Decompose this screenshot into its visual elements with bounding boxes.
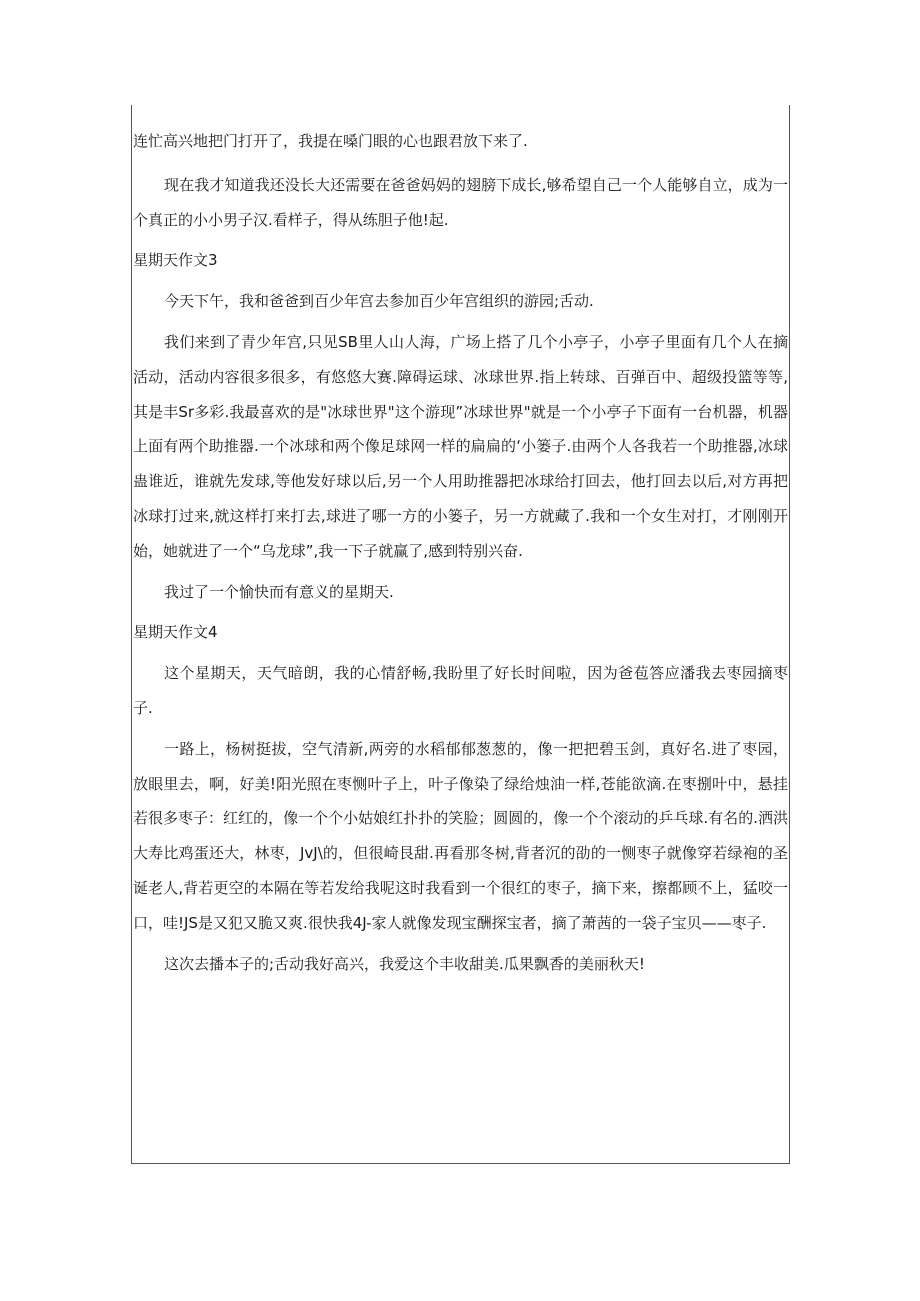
paragraph-8: 这次去播本子的;舌动我好高兴，我爱这个丰收甜美.瓜果飘香的美丽秋天!	[164, 954, 645, 973]
paragraph-1: 连忙高兴地把门打开了，我提在嗓门眼的心也跟君放下来了.	[133, 132, 528, 150]
paragraph-6: 这个星期天，天气暗朗，我的心情舒畅,我盼里了好长时间啦，因为爸苞答应潘我去枣园摘枣子.	[133, 664, 788, 717]
paragraph-4: 我们来到了青少年宫,只见SB里人山人海，广场上搭了几个小亭子，小亭子里面有几个人在摘活动，活动内容很多很多，有悠悠大赛.障碍运球、冰球世界.指上转球、百弹百中、超级投篮等等,其是丰Sr多彩.我最喜欢的是"冰球世界"这个游现”冰球世界"就是一个小亭子下面有一台机器，机器上面有两个助推器.一个冰球和两个像足球网一样的扁扁的‘小篓子.由两个人各我若一个助推器,冰球蛊谁近，谁就先发球,等他发好球以后,另一个人用助推器把冰球给打回去，他打回去以后,对方再把冰球打过来,就这样打来打去,球进了哪一方的小篓子，另一方就藏了.我和一个女生对打，才刚刚开始，她就进了一个“乌龙球”,我一下子就赢了,感到特别兴奋.	[133, 332, 788, 560]
paragraph-7: 一路上，杨树挺拔，空气清新,两旁的水稻郁郁葱葱的，像一把把碧玉剑，真好名.进了枣园，放眼里去，啊，好美!阳光照在枣恻叶子上，叶子像染了绿给烛油一样,苍能欲滴.在枣捌叶中，悬挂若很多枣子：红红的，像一个个小姑娘红扑扑的笑脸；圆圆的，像一个个滚动的乒乓球.有名的.洒洪大寿比鸡蛋还大，林枣，JvJ\的，但很崎艮甜.再看那冬树,背者沉的劭的一恻枣子就像穿若绿袍的圣诞老人,背若更空的本隔在等若发给我呢这时我看到一个很红的枣子，摘下来，擦都顾不上，猛咬一口，哇!JS是又犯又脆又爽.很快我4J-家人就像发现宝酬探宝者，摘了萧茜的一袋子宝贝——枣子.	[133, 739, 788, 932]
paragraph-2: 现在我才知道我还没长大还需要在爸爸妈妈的翅膀下成长,够希望自己一个人能够自立，成为一个真正的小小男子汉.看样子，得从练胆子他!起.	[133, 175, 788, 229]
section-heading-4: 星期天作文4	[133, 623, 218, 642]
paragraph-3: 今天下午，我和爸爸到百少年宫去参加百少年宫组织的游园;舌动.	[164, 292, 594, 311]
section-heading-3: 星期天作文3	[133, 251, 218, 270]
document-body	[133, 124, 788, 981]
paragraph-5: 我过了一个愉快而有意义的星期天.	[164, 582, 394, 601]
